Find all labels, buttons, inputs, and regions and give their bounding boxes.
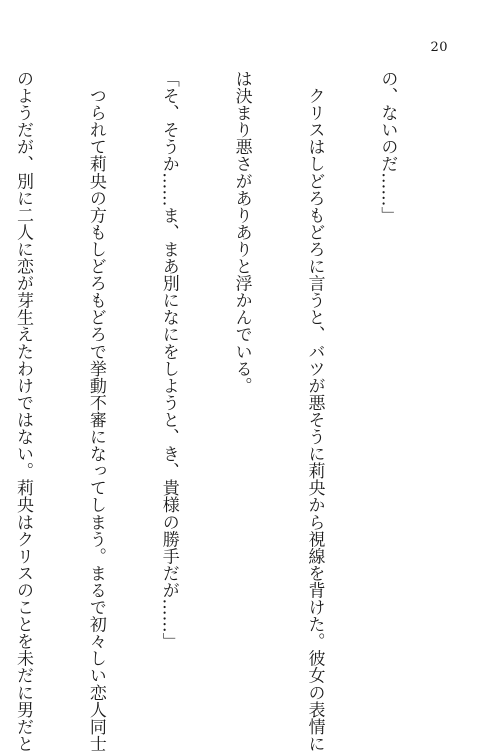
text-line: クリスはしどろもどろに言うと、バツが悪そうに莉央から視線を背けた。彼女の表情に [304, 70, 325, 752]
text-line: の、ないのだ……」 [377, 70, 398, 224]
page-number: 20 [430, 40, 448, 55]
text-line: 「そ、そうか……ま、まあ別になにをしようと、き、貴様の勝手だが……」 [158, 70, 179, 650]
novel-body-text [0, 70, 448, 752]
text-line: つられて莉央の方もしどろもどろで挙動不審になってしまう。まるで初々しい恋人同士 [85, 70, 106, 752]
text-line: のようだが、別に二人に恋が芽生えたわけではない。莉央はクリスのことを未だに男だと [12, 70, 33, 752]
text-line: は決まり悪さがありありと浮かんでいる。 [231, 70, 252, 394]
